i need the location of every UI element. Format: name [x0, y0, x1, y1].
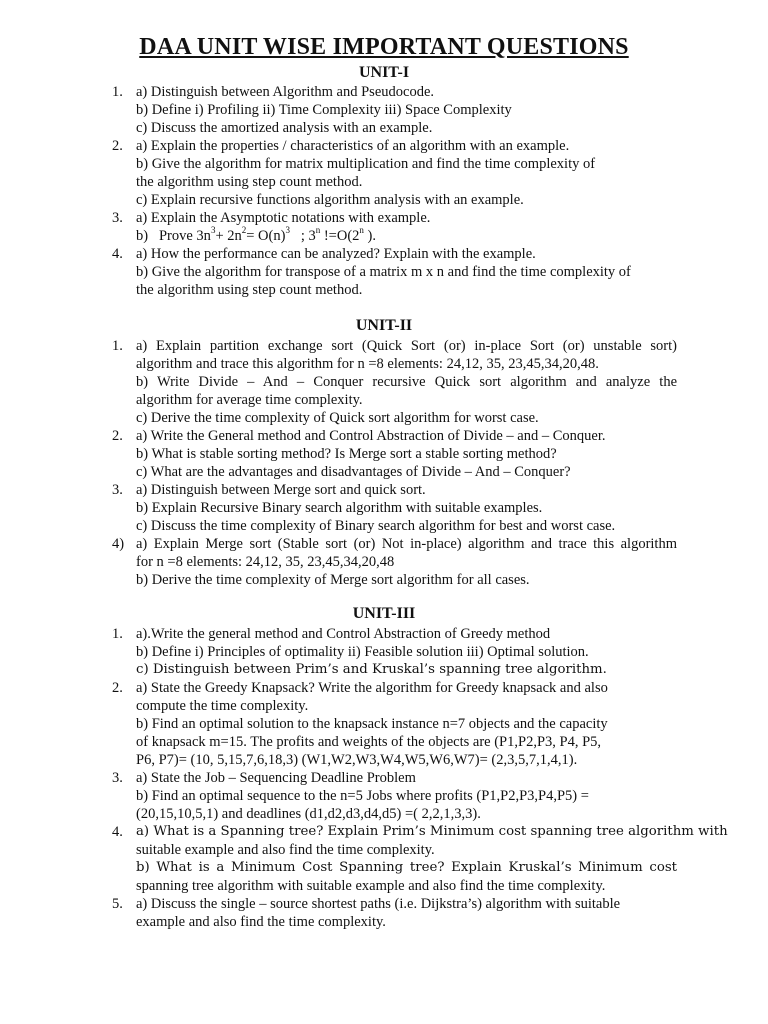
- formula-text: ; 3: [297, 228, 316, 244]
- question-number: 1.: [112, 338, 123, 354]
- question-line: the algorithm using step count method.: [136, 282, 363, 298]
- question-line: b) Give the algorithm for transpose of a matrix m x n and find the time complexity of: [136, 264, 631, 280]
- question-number: 4.: [112, 246, 123, 262]
- question-number: 3.: [112, 770, 123, 786]
- question-line: P6, P7)= (10, 5,15,7,6,18,3) (W1,W2,W3,W4,W5,W6,W7)= (2,3,5,7,1,4,1).: [136, 752, 578, 768]
- question-line: a) Distinguish between Merge sort and quick sort.: [136, 482, 426, 498]
- question-line: algorithm for average time complexity.: [136, 392, 363, 408]
- question-line: b) What is a Minimum Cost Spanning tree? Explain Kruskal’s Minimum cost: [136, 860, 677, 875]
- prove-formula-line: [136, 227, 677, 245]
- question-line: a) State the Job – Sequencing Deadline Problem: [136, 770, 416, 786]
- question-line: a) Distinguish between Algorithm and Pseudocode.: [136, 84, 435, 100]
- question-line: compute the time complexity.: [136, 698, 309, 714]
- question-line: a) How the performance can be analyzed? Explain with the example.: [136, 246, 536, 262]
- question-line: b) Give the algorithm for matrix multiplication and find the time complexity of: [136, 156, 596, 172]
- question-line: b) Explain Recursive Binary search algorithm with suitable examples.: [136, 500, 543, 516]
- unit-heading-2: UNIT-II: [355, 317, 413, 334]
- question-number: 2.: [112, 138, 123, 154]
- question-line: example and also find the time complexity.: [136, 914, 386, 930]
- formula-superscript: 2: [241, 225, 247, 236]
- formula-superscript: n: [359, 225, 364, 236]
- question-line: spanning tree algorithm with suitable example and also find the time complexity.: [136, 878, 606, 894]
- formula-superscript: 3: [285, 225, 290, 236]
- question-number: 4): [112, 536, 125, 552]
- question-line: b) Find an optimal sequence to the n=5 Jobs where profits (P1,P2,P3,P4,P5) =: [136, 788, 589, 804]
- formula-text: Prove 3n: [158, 228, 211, 244]
- question-line: c) What are the advantages and disadvantages of Divide – And – Conquer?: [136, 464, 571, 480]
- question-line: c) Explain recursive functions algorithm analysis with an example.: [136, 192, 524, 208]
- question-line: a) Write the General method and Control Abstraction of Divide – and – Conquer.: [136, 428, 606, 444]
- unit-heading-3: UNIT-III: [352, 605, 416, 622]
- formula-superscript: n: [315, 225, 321, 236]
- question-line: b) Define i) Principles of optimality ii) Feasible solution iii) Optimal solution.: [136, 644, 589, 660]
- question-line: c) Distinguish between Prim’s and Kruskal’s spanning tree algorithm.: [136, 662, 607, 677]
- question-line: b) Write Divide – And – Conquer recursive Quick sort algorithm and analyze the: [136, 374, 677, 390]
- formula-text: ).: [363, 228, 376, 244]
- question-line: algorithm and trace this algorithm for n =8 elements: 24,12, 35, 23,45,34,20,48.: [136, 356, 599, 372]
- document-title: DAA UNIT WISE IMPORTANT QUESTIONS: [139, 34, 629, 60]
- question-line: (20,15,10,5,1) and deadlines (d1,d2,d3,d4,d5) =( 2,2,1,3,3).: [136, 806, 481, 822]
- question-line: c) Discuss the amortized analysis with an example.: [136, 120, 433, 136]
- prove-label: b): [136, 228, 149, 244]
- question-line: a) Explain the properties / characteristics of an algorithm with an example.: [136, 138, 570, 154]
- formula-superscript: 3: [210, 225, 216, 236]
- question-number: 1.: [112, 626, 123, 642]
- formula-text: = O(n): [246, 228, 286, 244]
- question-number: 2.: [112, 680, 123, 696]
- question-number: 3.: [112, 482, 123, 498]
- question-number: 3.: [112, 210, 123, 226]
- question-line: b) Find an optimal solution to the knapsack instance n=7 objects and the capacity: [136, 716, 608, 732]
- question-number: 2.: [112, 428, 123, 444]
- question-line: b) What is stable sorting method? Is Merge sort a stable sorting method?: [136, 446, 557, 462]
- question-line: c) Derive the time complexity of Quick sort algorithm for worst case.: [136, 410, 539, 426]
- question-line: a) Discuss the single – source shortest paths (i.e. Dijkstra’s) algorithm with suitable: [136, 896, 621, 912]
- question-line: for n =8 elements: 24,12, 35, 23,45,34,20,48: [136, 554, 395, 570]
- question-line: b) Define i) Profiling ii) Time Complexity iii) Space Complexity: [136, 102, 512, 118]
- formula-text: !=O(2: [320, 228, 360, 244]
- unit-heading-1: UNIT-I: [358, 64, 410, 81]
- question-line: a) Explain Merge sort (Stable sort (or) Not in-place) algorithm and trace this algorithm: [136, 536, 677, 552]
- question-line: the algorithm using step count method.: [136, 174, 363, 190]
- formula-text: + 2n: [215, 228, 242, 244]
- question-line: a) State the Greedy Knapsack? Write the algorithm for Greedy knapsack and also: [136, 680, 608, 696]
- question-line: of knapsack m=15. The profits and weights of the objects are (P1,P2,P3, P4, P5,: [136, 734, 602, 750]
- question-line: c) Discuss the time complexity of Binary search algorithm for best and worst case.: [136, 518, 616, 534]
- question-line: a) Explain the Asymptotic notations with example.: [136, 210, 431, 226]
- question-line: a) What is a Spanning tree? Explain Prim’s Minimum cost spanning tree algorithm with: [136, 824, 728, 839]
- question-number: 4.: [112, 824, 123, 840]
- question-line: a).Write the general method and Control Abstraction of Greedy method: [136, 626, 551, 642]
- question-line: suitable example and also find the time complexity.: [136, 842, 435, 858]
- question-line: a) Explain partition exchange sort (Quick Sort (or) in-place Sort (or) unstable sort): [136, 338, 677, 354]
- question-line: b) Derive the time complexity of Merge sort algorithm for all cases.: [136, 572, 530, 588]
- question-number: 1.: [112, 84, 123, 100]
- question-number: 5.: [112, 896, 123, 912]
